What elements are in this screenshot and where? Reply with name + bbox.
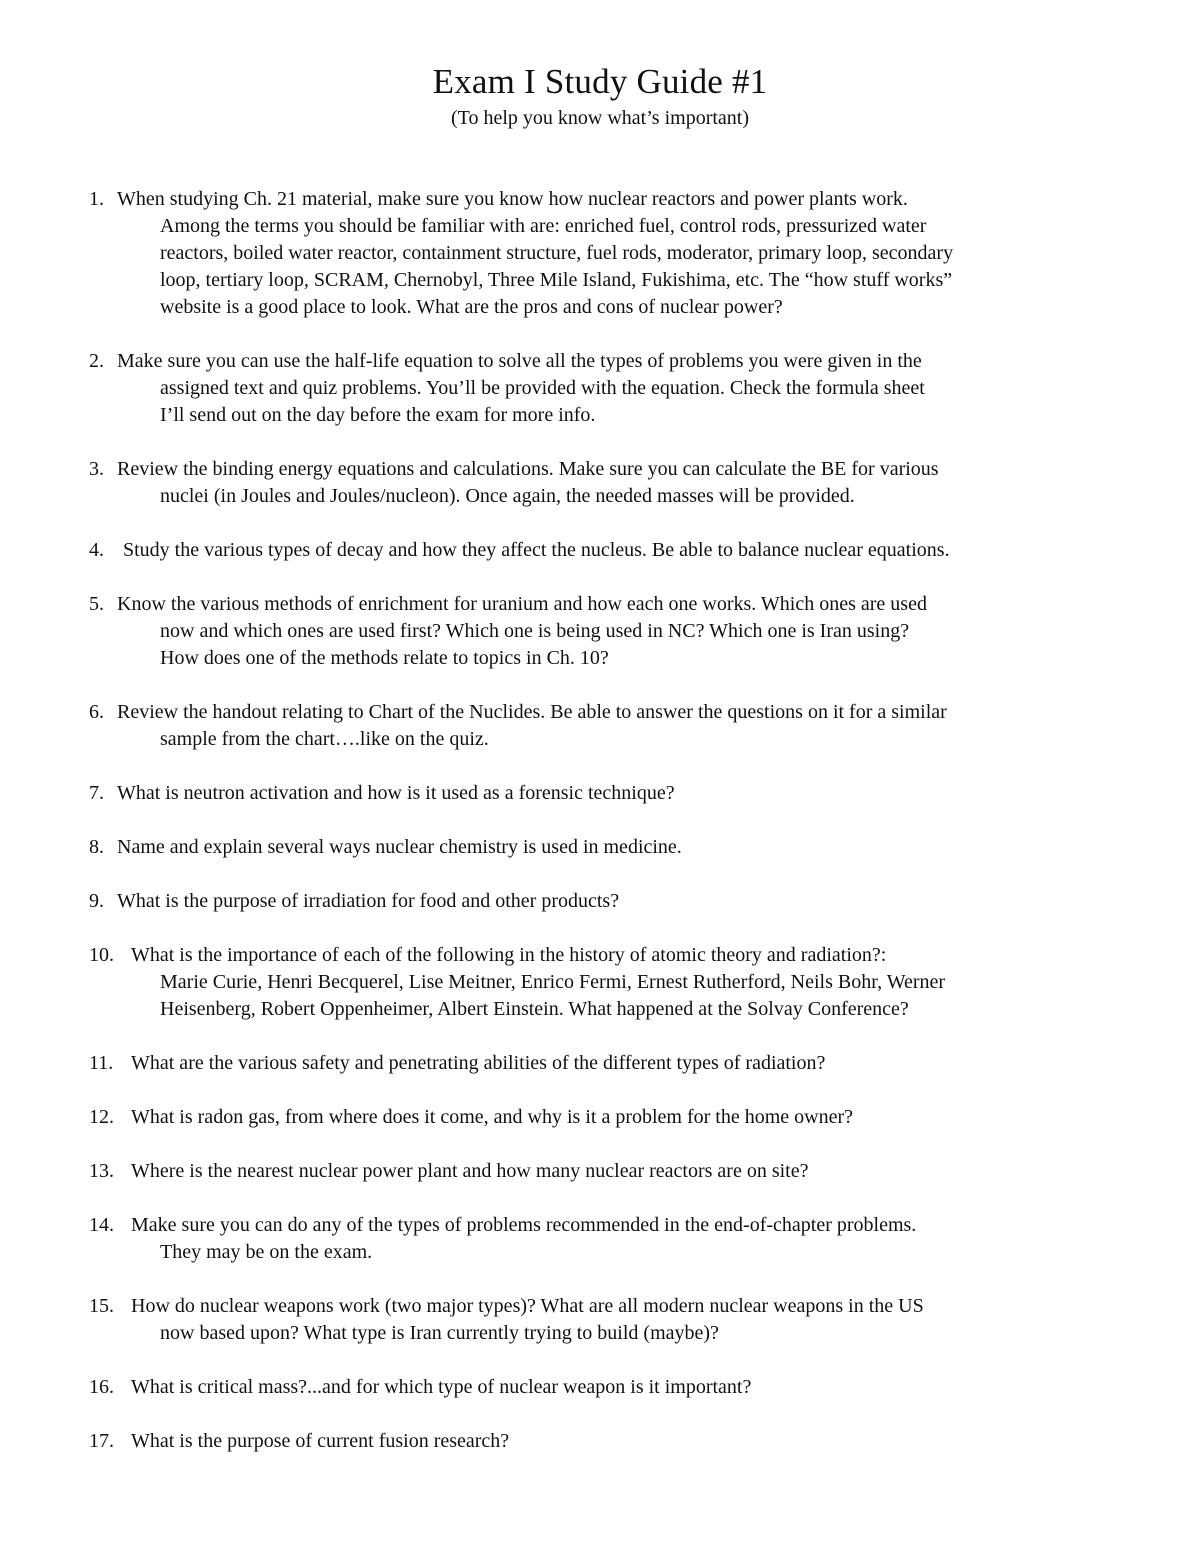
list-item-first-line bbox=[89, 888, 1119, 915]
list-item bbox=[89, 942, 1119, 1023]
list-item-number: 15. bbox=[89, 1295, 114, 1317]
list-item bbox=[89, 1374, 1119, 1401]
list-item-text: Name and explain several ways nuclear chemistry is used in medicine. bbox=[117, 836, 682, 858]
list-item-text: What is radon gas, from where does it come, and why is it a problem for the home owner? bbox=[131, 1106, 854, 1128]
list-item-number: 10. bbox=[89, 944, 114, 966]
list-item-text: Review the binding energy equations and calculations. Make sure you can calculate the BE for various bbox=[117, 458, 939, 480]
list-item bbox=[89, 186, 1119, 321]
list-item-first-line bbox=[89, 1104, 1119, 1131]
list-item-first-line bbox=[89, 834, 1119, 861]
list-item-text: What is the purpose of irradiation for food and other products? bbox=[117, 890, 620, 912]
list-item-continuation-line: assigned text and quiz problems. You’ll be provided with the equation. Check the formula sheet bbox=[160, 377, 925, 399]
list-item-text: What is neutron activation and how is it used as a forensic technique? bbox=[117, 782, 675, 804]
list-item-first-line bbox=[89, 1158, 1119, 1185]
list-item-text: Make sure you can do any of the types of problems recommended in the end-of-chapter problems. bbox=[131, 1214, 917, 1236]
list-item bbox=[89, 537, 1119, 564]
list-item bbox=[89, 699, 1119, 753]
list-item-number: 17. bbox=[89, 1430, 114, 1452]
list-item-number: 7. bbox=[89, 782, 104, 804]
list-item-text: When studying Ch. 21 material, make sure you know how nuclear reactors and power plants work. bbox=[117, 188, 908, 210]
list-item-first-line bbox=[89, 1293, 1119, 1320]
study-guide-list bbox=[89, 186, 1119, 1482]
list-item bbox=[89, 888, 1119, 915]
list-item-first-line bbox=[89, 1212, 1119, 1239]
list-item-continuation-line: now and which ones are used first? Which one is being used in NC? Which one is Iran using? bbox=[160, 620, 910, 642]
list-item-number: 6. bbox=[89, 701, 104, 723]
list-item-first-line bbox=[89, 1428, 1119, 1455]
list-item-continuation-line: loop, tertiary loop, SCRAM, Chernobyl, Three Mile Island, Fukishima, etc. The “how stuff works” bbox=[160, 269, 953, 291]
list-item-text: What is critical mass?...and for which type of nuclear weapon is it important? bbox=[131, 1376, 752, 1398]
list-item-text: Make sure you can use the half-life equation to solve all the types of problems you were given in the bbox=[117, 350, 922, 372]
list-item-continuation-line: Marie Curie, Henri Becquerel, Lise Meitner, Enrico Fermi, Ernest Rutherford, Neils Bohr, Werner bbox=[160, 971, 946, 993]
list-item-first-line bbox=[89, 591, 1119, 618]
list-item-first-line bbox=[89, 348, 1119, 375]
list-item bbox=[89, 834, 1119, 861]
list-item-number: 5. bbox=[89, 593, 104, 615]
list-item-number: 16. bbox=[89, 1376, 114, 1398]
document-subtitle: (To help you know what’s important) bbox=[451, 107, 749, 129]
list-item-number: 11. bbox=[89, 1052, 114, 1074]
list-item-continuation-line: website is a good place to look. What are the pros and cons of nuclear power? bbox=[160, 296, 783, 318]
list-item-text: Know the various methods of enrichment for uranium and how each one works. Which ones are used bbox=[117, 593, 927, 615]
list-item-text: What is the purpose of current fusion research? bbox=[131, 1430, 510, 1452]
list-item-first-line bbox=[89, 456, 1119, 483]
list-item-number: 4. bbox=[89, 539, 104, 561]
list-item-number: 2. bbox=[89, 350, 104, 372]
list-item-first-line bbox=[89, 780, 1119, 807]
list-item-text: How do nuclear weapons work (two major types)? What are all modern nuclear weapons in the US bbox=[131, 1295, 924, 1317]
list-item-first-line bbox=[89, 1050, 1119, 1077]
list-item-number: 1. bbox=[89, 188, 104, 210]
list-item-first-line bbox=[89, 186, 1119, 213]
list-item-continuation-line: How does one of the methods relate to topics in Ch. 10? bbox=[160, 647, 609, 669]
list-item-first-line bbox=[89, 942, 1119, 969]
list-item-continuation-line: now based upon? What type is Iran currently trying to build (maybe)? bbox=[160, 1322, 719, 1344]
list-item-continuation-line: reactors, boiled water reactor, containment structure, fuel rods, moderator, primary loop, secondary bbox=[160, 242, 954, 264]
list-item-continuation-line: sample from the chart….like on the quiz. bbox=[160, 728, 489, 750]
list-item-first-line bbox=[89, 1374, 1119, 1401]
document-title: Exam I Study Guide #1 bbox=[432, 62, 768, 101]
list-item-number: 12. bbox=[89, 1106, 114, 1128]
list-item-text: Review the handout relating to Chart of the Nuclides. Be able to answer the questions on it for a similar bbox=[117, 701, 947, 723]
list-item-continuation-line: Among the terms you should be familiar with are: enriched fuel, control rods, pressurized water bbox=[160, 215, 927, 237]
list-item bbox=[89, 591, 1119, 672]
list-item bbox=[89, 1293, 1119, 1347]
list-item-number: 14. bbox=[89, 1214, 114, 1236]
list-item-number: 9. bbox=[89, 890, 104, 912]
list-item bbox=[89, 780, 1119, 807]
list-item-continuation-line: I’ll send out on the day before the exam for more info. bbox=[160, 404, 596, 426]
list-item-text: Where is the nearest nuclear power plant and how many nuclear reactors are on site? bbox=[131, 1160, 809, 1182]
list-item-first-line bbox=[89, 699, 1119, 726]
list-item bbox=[89, 456, 1119, 510]
list-item-text: What are the various safety and penetrating abilities of the different types of radiation? bbox=[131, 1052, 826, 1074]
list-item bbox=[89, 1428, 1119, 1455]
list-item-continuation-line: They may be on the exam. bbox=[160, 1241, 373, 1263]
list-item bbox=[89, 1158, 1119, 1185]
list-item bbox=[89, 1212, 1119, 1266]
list-item-text: Study the various types of decay and how they affect the nucleus. Be able to balance nuclear equations. bbox=[123, 539, 950, 561]
list-item bbox=[89, 1104, 1119, 1131]
list-item bbox=[89, 1050, 1119, 1077]
list-item-text: What is the importance of each of the following in the history of atomic theory and radiation?: bbox=[131, 944, 887, 966]
list-item-number: 8. bbox=[89, 836, 104, 858]
list-item-number: 13. bbox=[89, 1160, 114, 1182]
list-item-continuation-line: nuclei (in Joules and Joules/nucleon). Once again, the needed masses will be provided. bbox=[160, 485, 855, 507]
list-item-continuation-line: Heisenberg, Robert Oppenheimer, Albert Einstein. What happened at the Solvay Conference? bbox=[160, 998, 909, 1020]
list-item-number: 3. bbox=[89, 458, 104, 480]
list-item-first-line bbox=[89, 537, 1119, 564]
list-item bbox=[89, 348, 1119, 429]
